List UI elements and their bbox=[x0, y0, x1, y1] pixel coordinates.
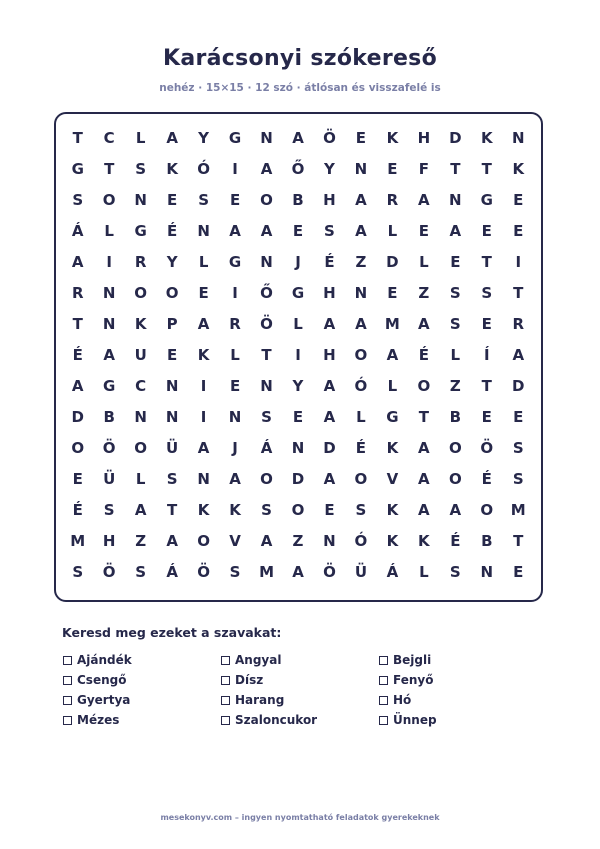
grid-cell: N bbox=[323, 531, 336, 550]
grid-cell: E bbox=[513, 221, 524, 240]
grid-cell: T bbox=[513, 283, 524, 302]
grid-cell: O bbox=[134, 438, 148, 457]
page-subtitle: nehéz · 15×15 · 12 szó · átlósan és visszafelé is bbox=[159, 82, 441, 94]
grid-cell: D bbox=[323, 438, 336, 457]
page-title: Karácsonyi szókereső bbox=[163, 46, 437, 71]
grid-cell: N bbox=[197, 469, 210, 488]
grid-cell: A bbox=[386, 345, 399, 364]
grid-cell: O bbox=[480, 500, 494, 519]
grid-cell: L bbox=[135, 128, 146, 147]
word-list-item bbox=[221, 710, 379, 730]
grid-cell: A bbox=[418, 500, 430, 519]
word-list-heading: Keresd meg ezeket a szavakat: bbox=[62, 625, 282, 640]
checkbox-icon[interactable] bbox=[221, 656, 230, 665]
grid-cell: S bbox=[449, 562, 461, 581]
grid-cell: A bbox=[197, 438, 210, 457]
grid-cell: N bbox=[102, 314, 116, 333]
grid-cell: A bbox=[260, 531, 273, 550]
grid-cell: L bbox=[450, 345, 461, 364]
grid-cell: K bbox=[386, 500, 399, 519]
grid-cell: E bbox=[167, 190, 178, 209]
grid-cell: N bbox=[449, 190, 462, 209]
grid-cell: T bbox=[450, 159, 461, 178]
grid-cell: E bbox=[513, 562, 524, 581]
word-label: Szaloncukor bbox=[235, 713, 318, 727]
grid-cell: A bbox=[323, 376, 336, 395]
word-list-item bbox=[63, 670, 221, 690]
grid-cell: L bbox=[419, 562, 429, 581]
grid-cell: S bbox=[449, 314, 461, 333]
grid-cell: Ü bbox=[354, 562, 368, 581]
grid-cell: G bbox=[134, 221, 147, 240]
grid-cell: O bbox=[354, 345, 368, 364]
grid-cell: S bbox=[135, 562, 147, 581]
grid-cell: É bbox=[72, 500, 83, 519]
word-label: Ajándék bbox=[77, 653, 132, 667]
grid-cell: É bbox=[481, 469, 492, 488]
grid-cell: S bbox=[512, 438, 524, 457]
grid-cell: D bbox=[386, 252, 399, 271]
grid-cell: K bbox=[229, 500, 241, 519]
grid-cell: É bbox=[355, 438, 367, 457]
word-label: Ünnep bbox=[393, 713, 437, 727]
word-list-item bbox=[379, 690, 499, 710]
grid-cell: O bbox=[134, 283, 148, 302]
grid-cell: K bbox=[197, 500, 210, 519]
grid-cell: S bbox=[449, 283, 461, 302]
grid-cell: C bbox=[135, 376, 147, 395]
grid-cell: O bbox=[165, 283, 179, 302]
grid-cell: N bbox=[354, 159, 368, 178]
grid-cell: Á bbox=[260, 438, 273, 457]
grid-cell: N bbox=[480, 562, 494, 581]
grid-cell: É bbox=[72, 345, 83, 364]
grid-cell: R bbox=[512, 314, 525, 333]
grid-cell: H bbox=[323, 190, 336, 209]
grid-cell: B bbox=[103, 407, 115, 426]
grid-cell: L bbox=[293, 314, 303, 333]
grid-cell: G bbox=[103, 376, 116, 395]
grid-cell: G bbox=[386, 407, 399, 426]
grid-cell: O bbox=[354, 469, 368, 488]
grid-cell: I bbox=[200, 376, 207, 395]
grid-cell: D bbox=[291, 469, 305, 488]
grid-cell: N bbox=[260, 252, 273, 271]
grid-cell: L bbox=[230, 345, 240, 364]
word-label: Csengő bbox=[77, 673, 127, 687]
grid-cell: K bbox=[512, 159, 525, 178]
grid-cell: N bbox=[260, 128, 273, 147]
grid-cell: A bbox=[229, 221, 241, 240]
grid-cell: L bbox=[104, 221, 114, 240]
checkbox-icon[interactable] bbox=[379, 656, 388, 665]
grid-cell: T bbox=[418, 407, 429, 426]
grid-cell: B bbox=[449, 407, 462, 426]
word-list-item bbox=[63, 690, 221, 710]
word-list-item bbox=[63, 650, 221, 670]
grid-cell: H bbox=[417, 128, 431, 147]
grid-cell: E bbox=[198, 283, 209, 302]
word-list-item bbox=[379, 670, 499, 690]
grid-cell: A bbox=[323, 407, 336, 426]
grid-cell: U bbox=[134, 345, 147, 364]
grid-cell: K bbox=[134, 314, 147, 333]
grid-cell: Ó bbox=[354, 376, 368, 395]
grid-cell: H bbox=[323, 345, 336, 364]
grid-cell: E bbox=[292, 221, 304, 240]
grid-cell: L bbox=[198, 252, 209, 271]
word-list bbox=[63, 650, 483, 730]
grid-cell: R bbox=[386, 190, 399, 209]
grid-cell: A bbox=[449, 221, 462, 240]
grid-cell: E bbox=[513, 407, 524, 426]
grid-cell: E bbox=[324, 500, 335, 519]
grid-cell: Ó bbox=[354, 531, 368, 550]
grid-cell: S bbox=[481, 283, 493, 302]
grid-cell: D bbox=[512, 376, 525, 395]
grid-cell: A bbox=[260, 221, 273, 240]
word-label: Dísz bbox=[235, 673, 264, 687]
word-label: Hó bbox=[393, 693, 412, 707]
grid-cell: I bbox=[200, 407, 207, 426]
word-list-item bbox=[221, 670, 379, 690]
grid-cell: Í bbox=[484, 345, 490, 364]
grid-cell: S bbox=[229, 562, 241, 581]
grid-cell: M bbox=[70, 531, 86, 550]
grid-cell: N bbox=[102, 283, 116, 302]
grid-cell: H bbox=[102, 531, 116, 550]
grid-cell: A bbox=[355, 221, 367, 240]
grid-cell: Ö bbox=[102, 438, 116, 457]
word-label: Mézes bbox=[77, 713, 120, 727]
grid-cell: A bbox=[71, 252, 84, 271]
grid-cell: V bbox=[386, 469, 399, 488]
word-label: Bejgli bbox=[393, 653, 432, 667]
grid-cell: S bbox=[324, 221, 335, 240]
grid-cell: É bbox=[167, 221, 178, 240]
checkbox-icon[interactable] bbox=[221, 696, 230, 705]
grid-cell: E bbox=[513, 190, 524, 209]
grid-cell: A bbox=[229, 469, 241, 488]
word-list-item bbox=[379, 710, 499, 730]
word-list-item bbox=[379, 650, 499, 670]
grid-cell: S bbox=[261, 407, 272, 426]
grid-cell: Ö bbox=[480, 438, 494, 457]
grid-cell: E bbox=[229, 190, 241, 209]
grid-cell: É bbox=[324, 252, 335, 271]
grid-cell: A bbox=[512, 345, 525, 364]
grid-cell: A bbox=[355, 314, 367, 333]
grid-cell: S bbox=[261, 500, 272, 519]
grid-cell: G bbox=[228, 128, 242, 147]
grid-cell: I bbox=[295, 345, 301, 364]
grid-cell: E bbox=[229, 376, 241, 395]
word-list-item bbox=[63, 710, 221, 730]
grid-cell: O bbox=[260, 469, 273, 488]
grid-cell: O bbox=[102, 190, 116, 209]
grid-cell: A bbox=[71, 376, 84, 395]
grid-cell: G bbox=[291, 283, 305, 302]
grid-cell: Y bbox=[166, 252, 178, 271]
grid-cell: G bbox=[71, 159, 84, 178]
grid-cell: O bbox=[448, 438, 462, 457]
grid-cell: Z bbox=[135, 531, 147, 550]
grid-cell: L bbox=[135, 469, 146, 488]
grid-cell: K bbox=[386, 531, 399, 550]
grid-cell: K bbox=[166, 159, 178, 178]
grid-cell: M bbox=[510, 500, 526, 519]
grid-cell: T bbox=[481, 376, 492, 395]
grid-cell: A bbox=[103, 345, 115, 364]
grid-cell: E bbox=[72, 469, 83, 488]
checkbox-icon[interactable] bbox=[221, 716, 230, 725]
grid-cell: I bbox=[232, 283, 238, 302]
grid-cell: N bbox=[134, 190, 147, 209]
grid-cell: S bbox=[198, 190, 209, 209]
grid-cell: K bbox=[480, 128, 493, 147]
grid-cell: F bbox=[418, 159, 429, 178]
grid-cell: T bbox=[104, 159, 115, 178]
grid-cell: S bbox=[166, 469, 178, 488]
grid-cell: I bbox=[232, 159, 238, 178]
grid-cell: A bbox=[418, 190, 430, 209]
grid-cell: E bbox=[167, 345, 178, 364]
grid-cell: N bbox=[354, 283, 368, 302]
grid-cell: É bbox=[450, 531, 461, 550]
grid-cell: A bbox=[292, 128, 304, 147]
checkbox-icon[interactable] bbox=[63, 696, 72, 705]
grid-cell: R bbox=[229, 314, 241, 333]
grid-cell: R bbox=[71, 283, 84, 302]
grid-cell: I bbox=[515, 252, 522, 271]
grid-cell: A bbox=[197, 314, 210, 333]
word-label: Angyal bbox=[235, 653, 282, 667]
grid-cell: L bbox=[387, 376, 398, 395]
grid-cell: Z bbox=[418, 283, 430, 302]
grid-cell: E bbox=[418, 221, 429, 240]
grid-cell: C bbox=[103, 128, 115, 147]
grid-cell: Y bbox=[324, 159, 335, 178]
grid-cell: Y bbox=[292, 376, 304, 395]
grid-cell: Ő bbox=[291, 159, 305, 178]
grid-cell: E bbox=[292, 407, 304, 426]
checkbox-icon[interactable] bbox=[63, 676, 72, 685]
grid-cell: N bbox=[165, 376, 179, 395]
grid-cell: T bbox=[167, 500, 178, 519]
grid-cell: S bbox=[103, 500, 115, 519]
grid-cell: Ö bbox=[323, 562, 336, 581]
grid-cell: J bbox=[295, 252, 301, 271]
letter-grid bbox=[62, 122, 534, 587]
grid-cell: Á bbox=[166, 562, 178, 581]
grid-cell: S bbox=[135, 159, 147, 178]
grid-cell: N bbox=[165, 407, 179, 426]
grid-cell: K bbox=[386, 128, 399, 147]
grid-cell: M bbox=[259, 562, 274, 581]
word-label: Gyertya bbox=[77, 693, 131, 707]
grid-cell: G bbox=[480, 190, 493, 209]
grid-cell: E bbox=[387, 159, 398, 178]
grid-cell: A bbox=[134, 500, 147, 519]
grid-cell: Ü bbox=[103, 469, 116, 488]
grid-cell: É bbox=[418, 345, 429, 364]
grid-cell: T bbox=[72, 128, 83, 147]
grid-cell: Ö bbox=[102, 562, 116, 581]
word-list-item bbox=[221, 690, 379, 710]
grid-cell: Z bbox=[355, 252, 367, 271]
grid-cell: N bbox=[197, 221, 210, 240]
grid-cell: N bbox=[260, 376, 273, 395]
grid-cell: N bbox=[511, 128, 525, 147]
grid-cell: B bbox=[292, 190, 304, 209]
grid-cell: R bbox=[134, 252, 147, 271]
grid-cell: A bbox=[418, 469, 430, 488]
grid-cell: Z bbox=[449, 376, 461, 395]
grid-cell: B bbox=[481, 531, 493, 550]
word-label: Harang bbox=[235, 693, 285, 707]
grid-cell: M bbox=[384, 314, 400, 333]
grid-cell: N bbox=[134, 407, 147, 426]
grid-cell: L bbox=[419, 252, 429, 271]
grid-cell: E bbox=[450, 252, 461, 271]
grid-cell: A bbox=[323, 469, 336, 488]
grid-cell: S bbox=[512, 469, 524, 488]
grid-cell: Á bbox=[71, 221, 84, 240]
grid-cell: Z bbox=[292, 531, 304, 550]
grid-cell: T bbox=[481, 159, 492, 178]
grid-cell: I bbox=[106, 252, 112, 271]
grid-cell: A bbox=[292, 562, 304, 581]
grid-cell: Ö bbox=[197, 562, 210, 581]
grid-cell: L bbox=[387, 221, 398, 240]
grid-cell: Ö bbox=[323, 128, 336, 147]
grid-cell: L bbox=[356, 407, 366, 426]
checkbox-icon[interactable] bbox=[221, 676, 230, 685]
grid-cell: E bbox=[387, 283, 398, 302]
word-list-item bbox=[221, 650, 379, 670]
grid-cell: O bbox=[197, 531, 210, 550]
word-label: Fenyő bbox=[393, 673, 434, 687]
grid-cell: D bbox=[449, 128, 462, 147]
grid-cell: N bbox=[228, 407, 242, 426]
checkbox-icon[interactable] bbox=[379, 676, 388, 685]
grid-cell: O bbox=[448, 469, 462, 488]
grid-cell: A bbox=[166, 128, 178, 147]
footer-text: mesekonyv.com – ingyen nyomtatható feladatok gyerekeknek bbox=[160, 813, 440, 822]
grid-cell: D bbox=[71, 407, 84, 426]
grid-cell: Y bbox=[198, 128, 210, 147]
grid-cell: S bbox=[72, 562, 84, 581]
grid-cell: O bbox=[260, 190, 273, 209]
grid-cell: V bbox=[229, 531, 241, 550]
grid-cell: A bbox=[166, 531, 178, 550]
grid-cell: Ü bbox=[166, 438, 179, 457]
grid-cell: A bbox=[260, 159, 273, 178]
grid-cell: A bbox=[418, 438, 430, 457]
checkbox-icon[interactable] bbox=[63, 656, 72, 665]
grid-cell: H bbox=[323, 283, 336, 302]
grid-cell: E bbox=[481, 221, 492, 240]
grid-cell: A bbox=[355, 190, 367, 209]
grid-cell: O bbox=[417, 376, 431, 395]
grid-cell: J bbox=[232, 438, 238, 457]
grid-cell: G bbox=[228, 252, 242, 271]
grid-cell: T bbox=[481, 252, 492, 271]
grid-cell: K bbox=[386, 438, 399, 457]
grid-cell: P bbox=[166, 314, 178, 333]
grid-cell: S bbox=[355, 500, 367, 519]
checkbox-icon[interactable] bbox=[63, 716, 72, 725]
grid-cell: T bbox=[261, 345, 272, 364]
grid-cell: A bbox=[323, 314, 336, 333]
grid-cell: A bbox=[418, 314, 430, 333]
grid-cell: N bbox=[291, 438, 305, 457]
grid-cell: T bbox=[72, 314, 83, 333]
grid-cell: K bbox=[418, 531, 430, 550]
checkbox-icon[interactable] bbox=[379, 716, 388, 725]
grid-cell: O bbox=[291, 500, 305, 519]
grid-cell: A bbox=[449, 500, 462, 519]
grid-cell: O bbox=[71, 438, 85, 457]
grid-cell: Ő bbox=[260, 283, 273, 302]
grid-cell: K bbox=[197, 345, 210, 364]
grid-cell: E bbox=[355, 128, 367, 147]
grid-cell: T bbox=[513, 531, 524, 550]
grid-cell: S bbox=[72, 190, 84, 209]
grid-cell: Ó bbox=[197, 159, 210, 178]
grid-cell: E bbox=[481, 407, 492, 426]
grid-cell: Á bbox=[386, 562, 399, 581]
grid-cell: E bbox=[481, 314, 492, 333]
checkbox-icon[interactable] bbox=[379, 696, 388, 705]
grid-cell: Ö bbox=[260, 314, 273, 333]
